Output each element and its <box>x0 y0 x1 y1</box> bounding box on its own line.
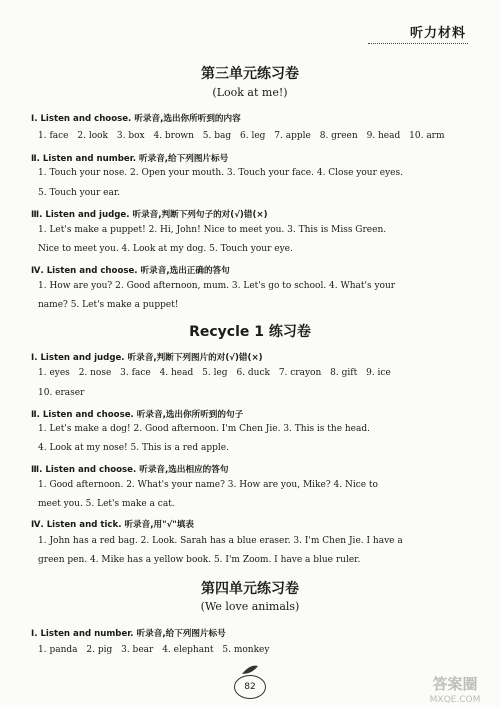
unit3-s4-heading: Ⅳ. Listen and choose. 听录音,选出正确的答句 <box>31 266 230 276</box>
item: 5. leg <box>202 368 228 378</box>
item: 1. eyes <box>38 368 70 378</box>
unit3-s1-heading: Ⅰ. Listen and choose. 听录音,选出你所听到的内容 <box>31 114 241 124</box>
unit4-s1-heading: Ⅰ. Listen and number. 听录音,给下列图片标号 <box>31 629 226 639</box>
unit3-s4-line1: 1. How are you? 2. Good afternoon, mum. 3. Let's go to school. 4. What's your <box>38 281 396 291</box>
item: 1. panda <box>38 645 78 655</box>
watermark-logo <box>416 671 494 705</box>
recycle1-s2-line1: 1. Let's make a dog! 2. Good afternoon. I'm Chen Jie. 3. This is the head. <box>38 424 370 434</box>
recycle1-s2-line2: 4. Look at my nose! 5. This is a red apple. <box>38 443 229 453</box>
item: 9. head <box>366 131 401 141</box>
recycle1-s1-heading: Ⅰ. Listen and judge. 听录音,判断下列图片的对(√)错(×) <box>31 353 263 363</box>
unit4-s1-items <box>38 645 483 655</box>
item: 6. leg <box>240 131 266 141</box>
unit3-s3-line1: 1. Let's make a puppet! 2. Hi, John! Nice to meet you. 3. This is Miss Green. <box>38 225 387 235</box>
recycle1-s3-line1: 1. Good afternoon. 2. What's your name? 3. How are you, Mike? 4. Nice to <box>38 480 378 490</box>
recycle1-s2-heading: Ⅱ. Listen and choose. 听录音,选出你所听到的句子 <box>31 410 244 420</box>
recycle1-s4-line1: 1. John has a red bag. 2. Look. Sarah has a blue eraser. 3. I'm Chen Jie. I have a <box>38 536 403 546</box>
unit3-s3-heading: Ⅲ. Listen and judge. 听录音,判断下列句子的对(√)错(×) <box>31 210 268 220</box>
unit3-s4-line2: name? 5. Let's make a puppet! <box>38 300 179 310</box>
unit3-s2-line1: 1. Touch your nose. 2. Open your mouth. 3. Touch your face. 4. Close your eyes. <box>38 168 403 178</box>
item: 4. brown <box>153 131 194 141</box>
unit3-s2-heading: Ⅱ. Listen and number. 听录音,给下列图片标号 <box>31 154 229 164</box>
item: 2. nose <box>78 368 112 378</box>
recycle1-s1-line2: 10. eraser <box>38 388 85 398</box>
item: 10. arm <box>409 131 445 141</box>
item: 1. face <box>38 131 69 141</box>
unit3-title: 第三单元练习卷 <box>201 66 299 82</box>
item: 7. crayon <box>278 368 322 378</box>
unit3-s1-items <box>38 131 483 141</box>
header-divider <box>368 43 468 44</box>
recycle1-s3-heading: Ⅲ. Listen and choose. 听录音,选出相应的答句 <box>31 465 229 475</box>
unit3-subtitle: (Look at me!) <box>212 86 288 99</box>
unit3-s2-line2: 5. Touch your ear. <box>38 188 120 198</box>
item: 8. green <box>319 131 358 141</box>
item: 9. ice <box>366 368 391 378</box>
item: 2. pig <box>86 645 113 655</box>
item: 2. look <box>77 131 109 141</box>
recycle1-s4-heading: Ⅳ. Listen and tick. 听录音,用"√"填表 <box>31 520 194 530</box>
item: 8. gift <box>330 368 358 378</box>
recycle1-s4-line2: green pen. 4. Mike has a yellow book. 5. I'm Zoom. I have a blue ruler. <box>38 555 361 565</box>
item: 7. apple <box>274 131 311 141</box>
item: 6. duck <box>236 368 270 378</box>
item: 4. elephant <box>162 645 214 655</box>
recycle1-s3-line2: meet you. 5. Let's make a cat. <box>38 499 175 509</box>
page-number: 82 <box>234 675 266 699</box>
watermark-text: 答案圈 <box>432 675 478 693</box>
unit3-s3-line2: Nice to meet you. 4. Look at my dog. 5. Touch your eye. <box>38 244 293 254</box>
unit4-subtitle: (We love animals) <box>200 600 300 613</box>
item: 3. face <box>120 368 151 378</box>
watermark-url: MXQE.COM <box>429 695 481 705</box>
item: 5. bag <box>202 131 232 141</box>
item: 3. bear <box>121 645 154 655</box>
recycle1-s1-items <box>38 368 483 378</box>
item: 3. box <box>116 131 145 141</box>
item: 5. monkey <box>222 645 270 655</box>
recycle1-title: Recycle 1 练习卷 <box>189 324 311 340</box>
item: 4. head <box>159 368 194 378</box>
unit4-title: 第四单元练习卷 <box>201 581 299 597</box>
header-title: 听力材料 <box>409 26 466 41</box>
